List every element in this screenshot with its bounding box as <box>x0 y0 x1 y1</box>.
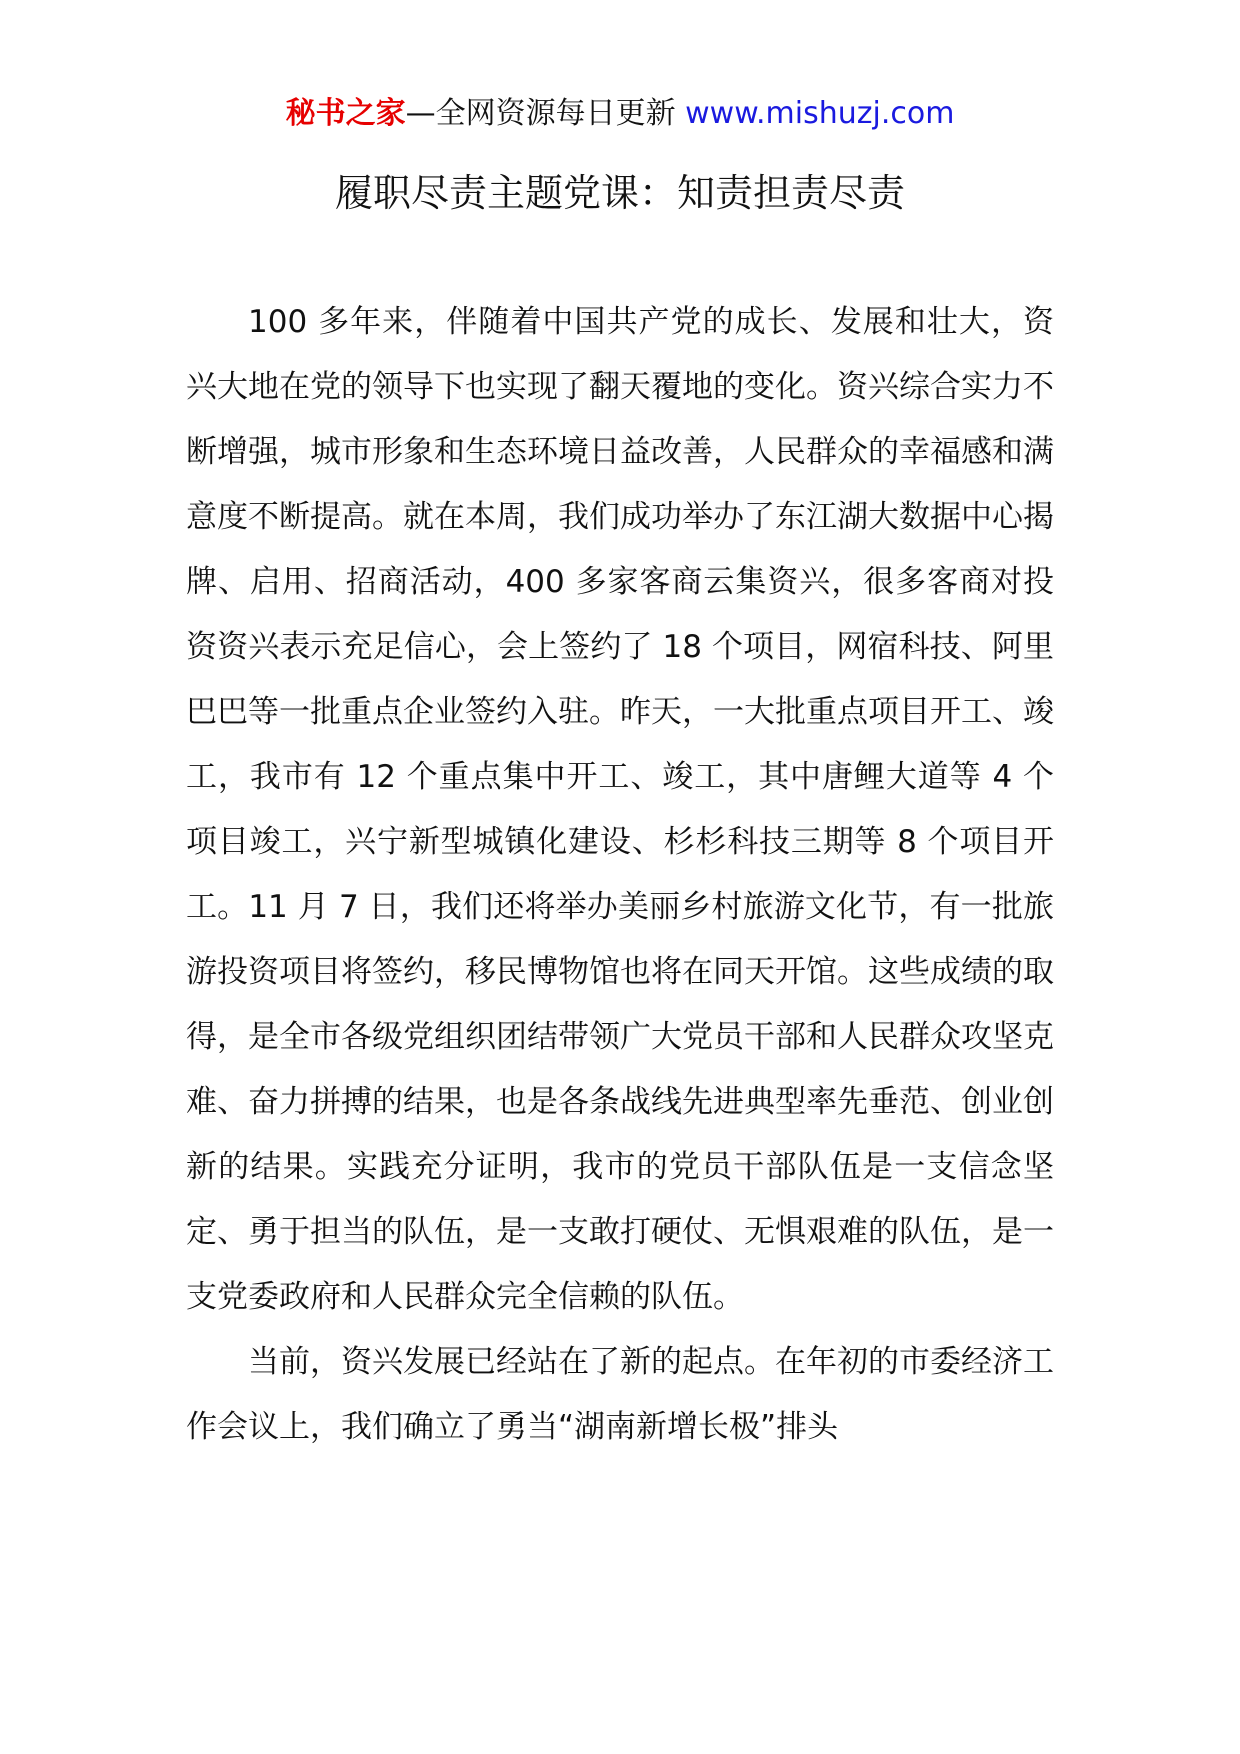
website-link[interactable]: www.mishuzj.com <box>685 96 955 131</box>
header-slogan: —全网资源每日更新 <box>405 96 686 131</box>
document-title: 履职尽责主题党课：知责担责尽责 <box>334 171 905 215</box>
paragraph-2: 当前，资兴发展已经站在了新的起点。在年初的市委经济工作会议上，我们确立了勇当“湖南新增长极”排头 <box>186 1344 1054 1445</box>
document-body <box>186 290 1054 1460</box>
brand-name: 秘书之家 <box>285 96 406 131</box>
site-header <box>0 92 1240 136</box>
paragraph-1: 100 多年来，伴随着中国共产党的成长、发展和壮大，资兴大地在党的领导下也实现了翻天覆地的变化。资兴综合实力不断增强，城市形象和生态环境日益改善，人民群众的幸福感和满意度不断提高。就在本周，我们成功举办了东江湖大数据中心揭牌、启用、招商活动，400 多家客商云集资兴，很多客商对投资资兴表示充足信心，会上签约了 18 个项目，网宿科技、阿里巴巴等一批重点企业签约入驻。昨天，一大批重点项目开工、竣工，我市有 12 个重点集中开工、竣工，其中唐鲤大道等 4 个项目竣工，兴宁新型城镇化建设、杉杉科技三期等 8 个项目开工。11 月 7 日，我们还将举办美丽乡村旅游文化节，有一批旅游投资项目将签约，移民博物馆也将在同天开馆。这些成绩的取得，是全市各级党组织团结带领广大党员干部和人民群众攻坚克难、奋力拼搏的结果，也是各条战线先进典型率先垂范、创业创新的结果。实践充分证明，我市的党员干部队伍是一支信念坚定、勇于担当的队伍，是一支敢打硬仗、无惧艰难的队伍，是一支党委政府和人民群众完全信赖的队伍。 <box>186 304 1054 1315</box>
